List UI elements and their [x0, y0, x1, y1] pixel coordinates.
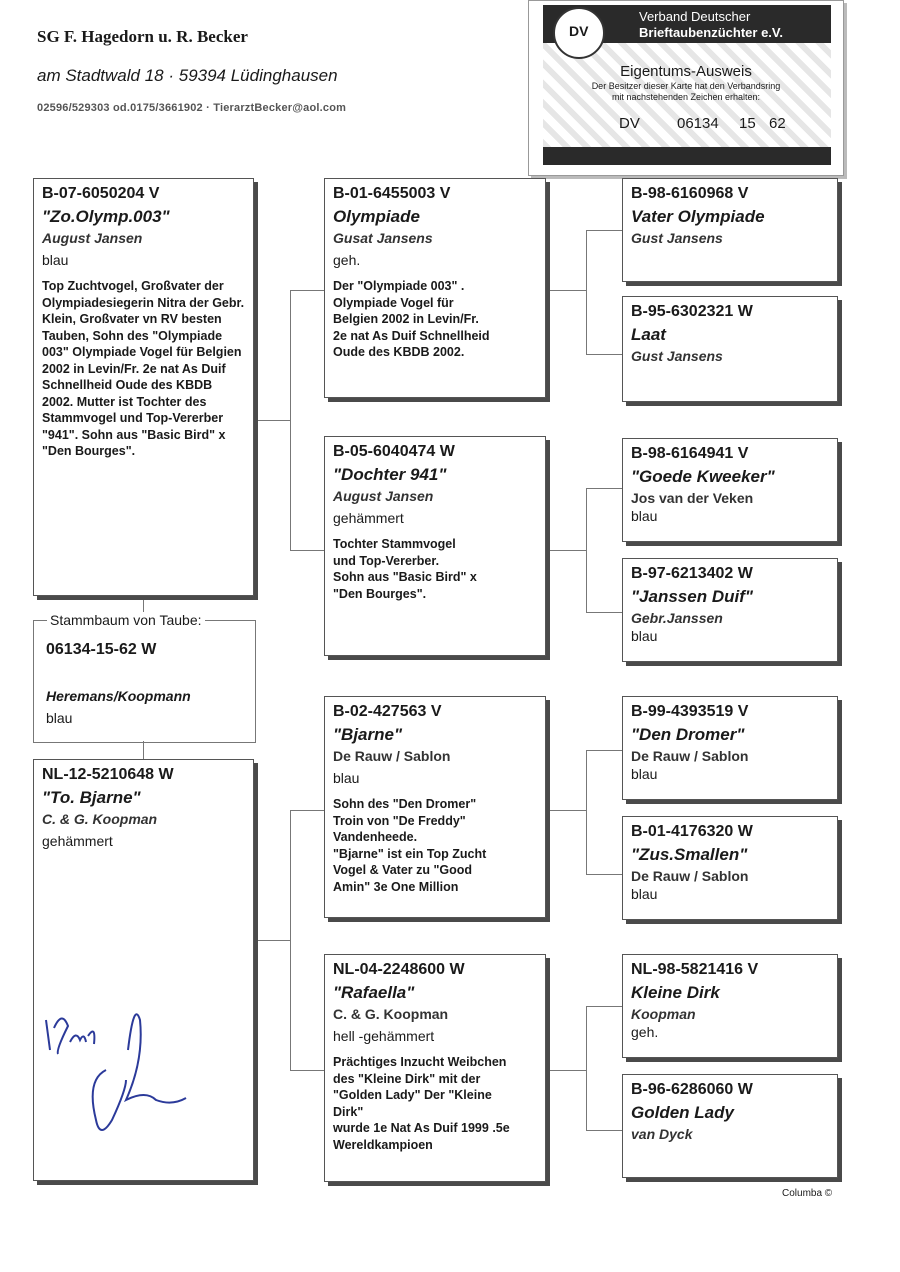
color: geh.: [333, 252, 361, 268]
connector: [586, 488, 622, 489]
pigeon-ffm: [622, 296, 838, 402]
breeder-name: SG F. Hagedorn u. R. Becker: [37, 27, 248, 46]
color: blau: [631, 766, 658, 782]
color: geh.: [631, 1024, 659, 1040]
connector: [290, 810, 291, 1070]
breeder: C. & G. Koopman: [42, 811, 158, 827]
card-ring-year: 15: [739, 115, 756, 132]
ring-number: B-01-4176320 W: [631, 823, 753, 840]
color: gehämmert: [333, 510, 404, 526]
card-ring-prefix: DV: [619, 115, 640, 132]
card-ring-number: 06134: [677, 115, 719, 132]
pigeon-mfm: [622, 816, 838, 920]
ring-number: B-07-6050204 V: [42, 185, 160, 202]
description: Sohn des "Den Dromer" Troin von "De Freddy" Vandenheede. "Bjarne" ist ein Top Zucht Vogel & Vater zu "Good Amin" 3e One Million: [333, 797, 487, 894]
connector: [290, 550, 324, 551]
breeder: De Rauw / Sablon: [333, 748, 451, 764]
breeder: C. & G. Koopman: [333, 1006, 449, 1022]
ring-number: B-98-6164941 V: [631, 445, 749, 462]
description: Tochter Stammvogel und Top-Vererber. Sohn aus "Basic Bird" x "Den Bourges".: [333, 537, 477, 601]
pigeon-name: Olympiade: [333, 207, 420, 226]
connector: [548, 290, 586, 291]
connector: [256, 420, 290, 421]
ring-number: B-01-6455003 V: [333, 185, 451, 202]
color: blau: [42, 252, 69, 268]
connector: [586, 230, 622, 231]
connector: [290, 1070, 324, 1071]
connector: [548, 1070, 586, 1071]
connector: [290, 810, 324, 811]
connector: [586, 750, 622, 751]
card-bottom-band: [543, 147, 831, 165]
card-ring-suffix: 62: [769, 115, 786, 132]
connector: [143, 741, 144, 759]
breeder: van Dyck: [631, 1126, 693, 1142]
pigeon-fm: [324, 436, 546, 656]
breeder: August Jansen: [42, 230, 143, 246]
color: blau: [333, 770, 360, 786]
pigeon-mm: [324, 954, 546, 1182]
pigeon-name: Golden Lady: [631, 1103, 734, 1122]
card-subtitle-1: Der Besitzer dieser Karte hat den Verbandsring: [591, 81, 781, 91]
stammbaum-ring: 06134-15-62 W: [46, 641, 157, 658]
connector: [586, 1006, 622, 1007]
color: blau: [631, 628, 658, 644]
breeder: Gebr.Janssen: [631, 610, 723, 626]
pigeon-name: "To. Bjarne": [42, 788, 141, 807]
card-subtitle-2: mit nachstehenden Zeichen erhalten:: [611, 92, 761, 102]
breeder: Gusat Jansens: [333, 230, 433, 246]
breeder: Gust Jansens: [631, 348, 723, 364]
stammbaum-label: Stammbaum von Taube:: [47, 612, 205, 628]
pigeon-mff: [622, 696, 838, 800]
ring-number: B-96-6286060 W: [631, 1081, 753, 1098]
pigeon-fff: [622, 178, 838, 282]
connector: [586, 488, 587, 612]
description: Der "Olympiade 003" . Olympiade Vogel für Belgien 2002 in Levin/Fr. 2e nat As Duif Schnellheid Oude des KBDB 2002.: [333, 279, 490, 359]
ring-number: NL-98-5821416 V: [631, 961, 759, 978]
pigeon-fmm: [622, 558, 838, 662]
pigeon-fmf: [622, 438, 838, 542]
pigeon-name: "Dochter 941": [333, 465, 447, 484]
pigeon-name: "Zus.Smallen": [631, 845, 748, 864]
breeder: Jos van der Veken: [631, 490, 754, 506]
connector: [548, 810, 586, 811]
connector: [290, 290, 291, 550]
breeder: De Rauw / Sablon: [631, 868, 749, 884]
ring-number: B-95-6302321 W: [631, 303, 753, 320]
description: Top Zuchtvogel, Großvater der Olympiadesiegerin Nitra der Gebr. Klein, Großvater vn RV besten Tauben, Sohn des "Olympiade 003" Olympiade Vogel für Belgien 2002 in Levin/Fr. 2e nat As Duif Schnellheid Oude des KBDB 2002. Mutter ist Tochter des Stammvogel und Top-Vererber "941". Sohn aus "Basic Bird" x "Den Bourges".: [42, 279, 245, 458]
ring-number: B-97-6213402 W: [631, 565, 753, 582]
ring-number: B-05-6040474 W: [333, 443, 455, 460]
color: gehämmert: [42, 833, 113, 849]
breeder: August Jansen: [333, 488, 434, 504]
dv-logo-icon: [553, 7, 605, 59]
pigeon-name: "Janssen Duif": [631, 587, 753, 606]
ring-number: B-99-4393519 V: [631, 703, 749, 720]
connector: [586, 354, 622, 355]
pigeon-mmf: [622, 954, 838, 1058]
card-title: Eigentums-Ausweis: [620, 63, 752, 80]
connector: [586, 612, 622, 613]
pigeon-name: "Goede Kweeker": [631, 467, 775, 486]
ownership-card: [528, 0, 844, 176]
color: blau: [631, 886, 658, 902]
stammbaum-breeder: Heremans/Koopmann: [46, 688, 191, 704]
pigeon-name: Kleine Dirk: [631, 983, 720, 1002]
signature-icon: [36, 980, 206, 1155]
breeder: De Rauw / Sablon: [631, 748, 749, 764]
connector: [586, 750, 587, 874]
connector: [586, 1130, 622, 1131]
pigeon-mf: [324, 696, 546, 918]
pigeon-father: [33, 178, 254, 596]
connector: [290, 290, 324, 291]
pigeon-name: "Zo.Olymp.003": [42, 207, 170, 226]
pigeon-ff: [324, 178, 546, 398]
stammbaum-color: blau: [46, 710, 73, 726]
ring-number: B-98-6160968 V: [631, 185, 749, 202]
ring-number: NL-04-2248600 W: [333, 961, 465, 978]
breeder-address: am Stadtwald 18 · 59394 Lüdinghausen: [37, 66, 338, 85]
card-org-line1: Verband Deutscher: [639, 9, 751, 24]
connector: [256, 940, 290, 941]
connector: [586, 874, 622, 875]
pigeon-name: Laat: [631, 325, 666, 344]
card-org-line2: Brieftaubenzüchter e.V.: [639, 25, 784, 40]
color: blau: [631, 508, 658, 524]
breeder-contact: 02596/529303 od.0175/3661902 · TierarztBecker@aol.com: [37, 102, 347, 114]
connector: [548, 550, 586, 551]
description: Prächtiges Inzucht Weibchen des "Kleine Dirk" mit der "Golden Lady" Der "Kleine Dirk" wurde 1e Nat As Duif 1999 .5e Wereldkampioen: [333, 1055, 510, 1152]
ring-number: NL-12-5210648 W: [42, 766, 174, 783]
breeder: Koopman: [631, 1006, 696, 1022]
pigeon-mmm: [622, 1074, 838, 1178]
pigeon-name: "Rafaella": [333, 983, 415, 1002]
ring-number: B-02-427563 V: [333, 703, 442, 720]
footer-copyright: Columba ©: [782, 1188, 833, 1199]
pigeon-name: Vater Olympiade: [631, 207, 765, 226]
color: hell -gehämmert: [333, 1028, 435, 1044]
pigeon-name: "Bjarne": [333, 725, 403, 744]
breeder: Gust Jansens: [631, 230, 723, 246]
connector: [586, 1006, 587, 1130]
connector: [586, 230, 587, 354]
pigeon-name: "Den Dromer": [631, 725, 745, 744]
logo-text: DV: [569, 23, 589, 39]
